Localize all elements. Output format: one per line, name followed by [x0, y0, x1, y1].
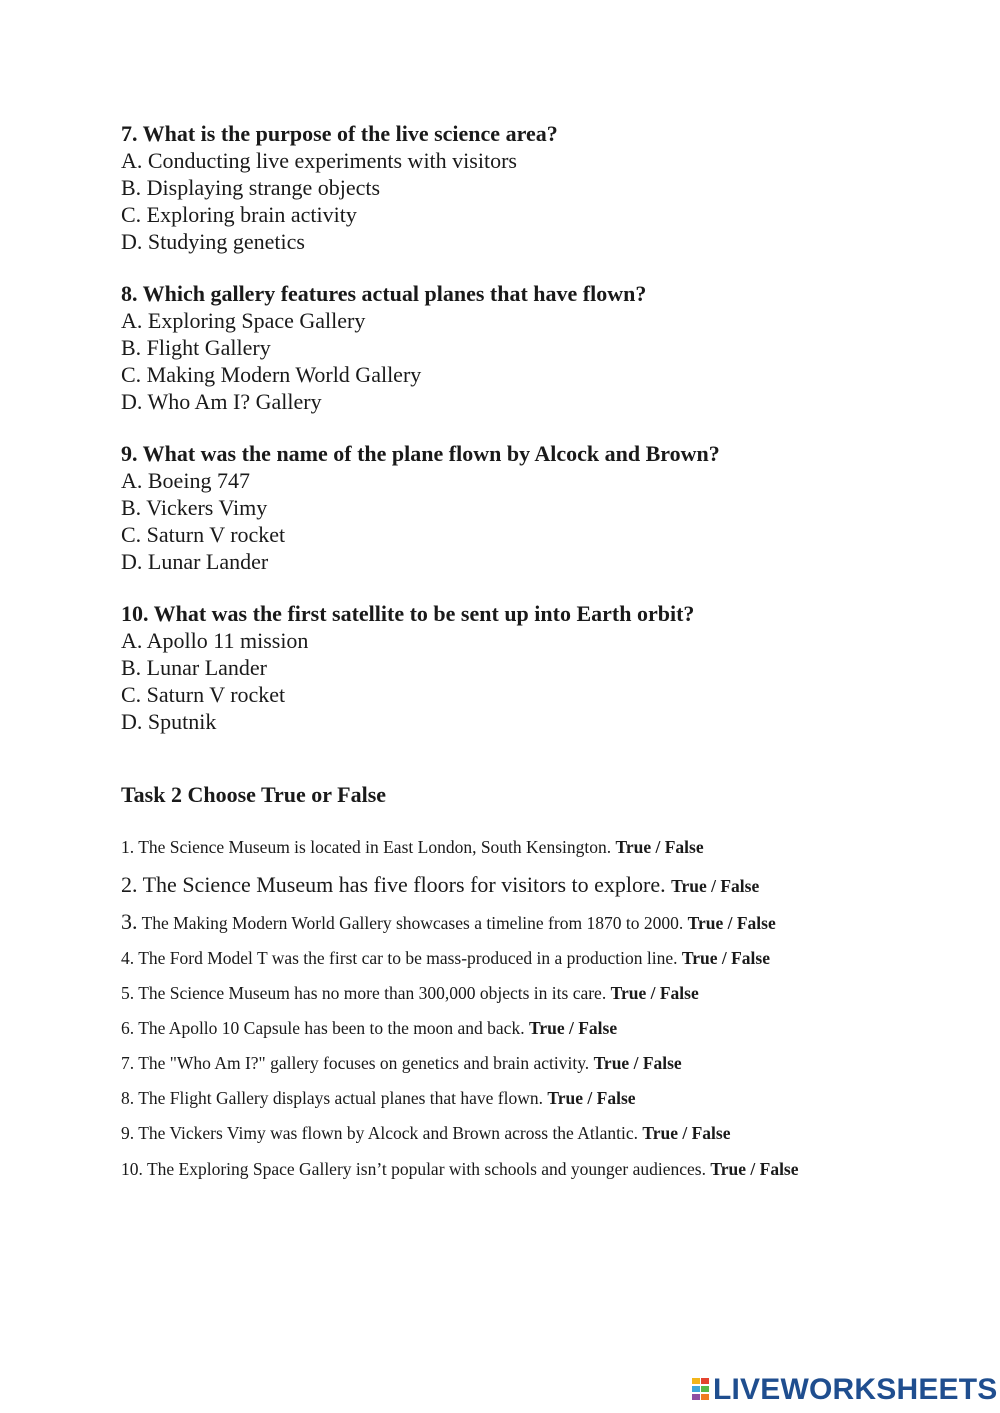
- answer-option[interactable]: C. Saturn V rocket: [121, 682, 286, 707]
- worksheet-page: [121, 120, 891, 1201]
- true-false-list: [121, 837, 891, 1186]
- statement-text: The Vickers Vimy was flown by Alcock and Brown across the Atlantic.: [138, 1123, 638, 1143]
- statement-number: 5.: [121, 983, 135, 1003]
- true-false-item: [121, 837, 891, 857]
- statement-number: 7.: [121, 1053, 135, 1073]
- true-false-item: [121, 1018, 891, 1038]
- question-7: [121, 120, 891, 255]
- answer-option[interactable]: D. Who Am I? Gallery: [121, 389, 322, 414]
- statement-text: The Ford Model T was the first car to be mass-produced in a production line.: [138, 948, 678, 968]
- statement-text: The Science Museum is located in East London, South Kensington.: [138, 837, 612, 857]
- true-false-choice[interactable]: True / False: [642, 1123, 731, 1143]
- statement-text: The Science Museum has five floors for visitors to explore.: [142, 872, 666, 897]
- answer-option[interactable]: B. Flight Gallery: [121, 335, 271, 360]
- answer-option[interactable]: B. Vickers Vimy: [121, 495, 268, 520]
- true-false-choice[interactable]: True / False: [528, 1018, 618, 1038]
- true-false-choice[interactable]: True / False: [710, 1159, 799, 1179]
- true-false-choice[interactable]: True / False: [615, 837, 704, 857]
- statement-text: The Science Museum has no more than 300,000 objects in its care.: [138, 983, 607, 1003]
- true-false-item: [121, 983, 891, 1003]
- true-false-choice[interactable]: True / False: [547, 1088, 636, 1108]
- answer-option[interactable]: C. Saturn V rocket: [121, 522, 286, 547]
- statement-number: 2.: [121, 872, 138, 897]
- true-false-choice[interactable]: True / False: [687, 913, 776, 933]
- statement-number: 1.: [121, 837, 135, 857]
- true-false-choice[interactable]: True / False: [610, 983, 699, 1003]
- answer-option[interactable]: D. Lunar Lander: [121, 549, 269, 574]
- statement-number: 6.: [121, 1018, 135, 1038]
- task-2-heading: Task 2 Choose True or False: [121, 782, 387, 807]
- statement-number: 8.: [121, 1088, 135, 1108]
- statement-text: The Exploring Space Gallery isn’t popular with schools and younger audiences.: [146, 1159, 706, 1179]
- answer-option[interactable]: A. Apollo 11 mission: [121, 628, 309, 653]
- question-title: 8. Which gallery features actual planes that have flown?: [121, 281, 647, 306]
- true-false-item: [121, 1088, 891, 1108]
- answer-option[interactable]: D. Studying genetics: [121, 229, 305, 254]
- answer-option[interactable]: A. Conducting live experiments with visitors: [121, 148, 517, 173]
- statement-text: The Flight Gallery displays actual planes that have flown.: [138, 1088, 544, 1108]
- true-false-item: [121, 1152, 881, 1186]
- question-8: [121, 280, 891, 415]
- statement-number: 10.: [121, 1159, 143, 1179]
- question-title: 7. What is the purpose of the live science area?: [121, 121, 558, 146]
- statement-text: The Apollo 10 Capsule has been to the moon and back.: [138, 1018, 525, 1038]
- logo-text: LIVEWORKSHEETS: [713, 1373, 998, 1406]
- true-false-item: [121, 1053, 891, 1073]
- true-false-item: [121, 1123, 891, 1143]
- question-10: [121, 600, 891, 735]
- true-false-choice[interactable]: True / False: [593, 1053, 682, 1073]
- answer-option[interactable]: C. Making Modern World Gallery: [121, 362, 422, 387]
- answer-option[interactable]: B. Displaying strange objects: [121, 175, 381, 200]
- question-title: 10. What was the first satellite to be sent up into Earth orbit?: [121, 601, 695, 626]
- liveworksheets-logo: [692, 1372, 998, 1408]
- true-false-item: [121, 872, 891, 899]
- answer-option[interactable]: D. Sputnik: [121, 709, 217, 734]
- logo-mark-icon: [692, 1376, 710, 1404]
- answer-option[interactable]: A. Exploring Space Gallery: [121, 308, 366, 333]
- answer-option[interactable]: A. Boeing 747: [121, 468, 250, 493]
- question-title: 9. What was the name of the plane flown by Alcock and Brown?: [121, 441, 720, 466]
- true-false-choice[interactable]: True / False: [681, 948, 770, 968]
- true-false-item: [121, 909, 891, 934]
- statement-number: 9.: [121, 1123, 135, 1143]
- answer-option[interactable]: C. Exploring brain activity: [121, 202, 357, 227]
- statement-number: 3.: [121, 909, 138, 934]
- true-false-item: [121, 948, 891, 968]
- answer-option[interactable]: B. Lunar Lander: [121, 655, 267, 680]
- statement-number: 4.: [121, 948, 135, 968]
- statement-text: The "Who Am I?" gallery focuses on genetics and brain activity.: [138, 1053, 590, 1073]
- question-9: [121, 440, 891, 575]
- statement-text: The Making Modern World Gallery showcases a timeline from 1870 to 2000.: [141, 913, 684, 933]
- true-false-choice[interactable]: True / False: [671, 876, 760, 896]
